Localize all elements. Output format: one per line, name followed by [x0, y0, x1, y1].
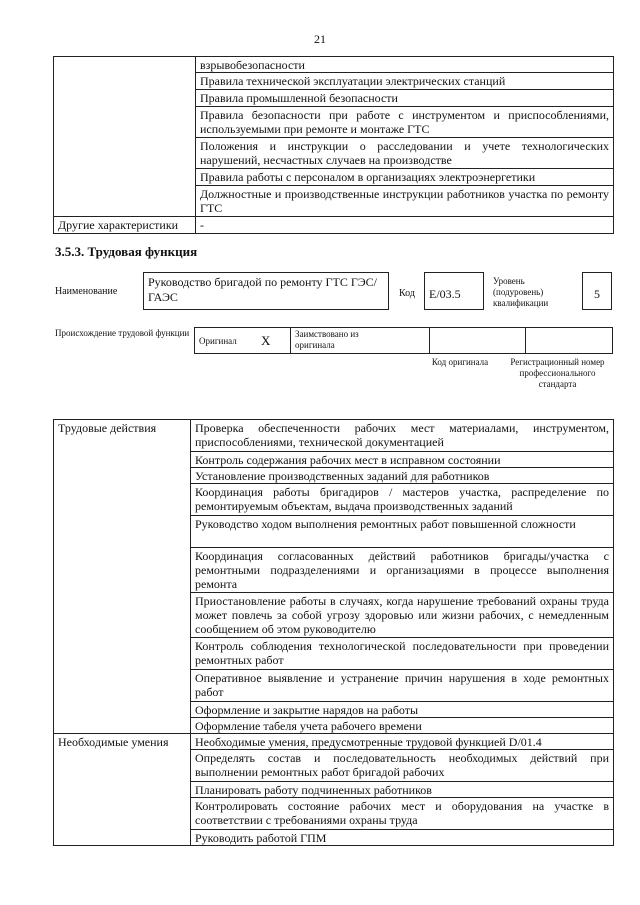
functions-table — [53, 419, 614, 846]
skill-item: Планировать работу подчиненных работников — [191, 782, 614, 798]
level-value: 5 — [582, 272, 612, 310]
level-label: Уровень (подуровень) квалификации — [493, 276, 549, 308]
continuation-row: Положения и инструкции о расследовании и учете технологических нарушений, несчастных случаев на производстве — [196, 138, 614, 169]
labor-actions-label: Трудовые действия — [54, 420, 191, 734]
labor-action-item: Установление производственных заданий для работников — [191, 468, 614, 484]
section-title: 3.5.3. Трудовая функция — [55, 244, 198, 259]
continuation-row: Правила промышленной безопасности — [196, 90, 614, 107]
code-original-caption: Код оригинала — [431, 357, 489, 367]
origin-divider — [525, 328, 526, 353]
page-number: 21 — [314, 32, 326, 46]
continuation-row: Правила безопасности при работе с инструментом и приспособлениями, используемыми при ремонте и монтаже ГТС — [196, 107, 614, 138]
continuation-table — [53, 56, 614, 234]
original-label: Оригинал — [199, 336, 237, 346]
origin-label: Происхождение трудовой функции — [55, 328, 190, 338]
skills-label: Необходимые умения — [54, 734, 191, 846]
labor-action-item: Оформление табеля учета рабочего времени — [191, 718, 614, 734]
labor-action-item: Проверка обеспеченности рабочих мест материалами, инструментом, приспособлениями, технической документацией — [191, 420, 614, 452]
labor-action-item: Руководство ходом выполнения ремонтных работ повышенной сложности — [191, 516, 614, 548]
skill-item: Необходимые умения, предусмотренные трудовой функцией D/01.4 — [191, 734, 614, 750]
continuation-row: Должностные и производственные инструкции работников участка по ремонту ГТС — [196, 186, 614, 217]
labor-action-item: Координация согласованных действий работников бригады/участка с ремонтными подразделениями и организациями в процессе выполнения ремонта — [191, 548, 614, 593]
function-code-value: E/03.5 — [424, 272, 484, 310]
registration-caption: Регистрационный номер профессионального стандарта — [510, 357, 605, 389]
continuation-row: Правила технической эксплуатации электрических станций — [196, 73, 614, 90]
origin-divider — [290, 328, 291, 353]
continuation-row: Правила работы с персоналом в организациях электроэнергетики — [196, 169, 614, 186]
origin-divider — [429, 328, 430, 353]
other-characteristics-label: Другие характеристики — [54, 217, 196, 234]
skill-item: Определять состав и последовательность необходимых действий при выполнении ремонтных работ бригадой рабочих — [191, 750, 614, 782]
labor-action-item: Оперативное выявление и устранение причин нарушения в ходе ремонтных работ — [191, 670, 614, 702]
other-characteristics-value: - — [196, 217, 614, 234]
function-name-value: Руководство бригадой по ремонту ГТС ГЭС/ГАЭС — [143, 272, 389, 310]
labor-action-item: Приостановление работы в случаях, когда нарушение требований охраны труда может повлечь за собой угрозу здоровью или жизни рабочих, с немедленным сообщением об этом руководителю — [191, 593, 614, 638]
labor-action-item: Контроль содержания рабочих мест в исправном состоянии — [191, 452, 614, 468]
labor-action-item: Контроль соблюдения технологической последовательности при проведении ремонтных работ — [191, 638, 614, 670]
origin-box — [194, 327, 613, 354]
continuation-row: взрывобезопасности — [196, 57, 614, 73]
skill-item: Руководить работой ГПМ — [191, 830, 614, 846]
code-label: Код — [399, 288, 415, 299]
skill-item: Контролировать состояние рабочих мест и оборудования на участке в соответствии с требованиями охраны труда — [191, 798, 614, 830]
continuation-left-cell — [54, 57, 196, 217]
original-mark: X — [261, 333, 271, 348]
labor-action-item: Координация работы бригадиров / мастеров участка, распределение по ремонтируемым объектам, выдача производственных заданий — [191, 484, 614, 516]
labor-action-item: Оформление и закрытие нарядов на работы — [191, 702, 614, 718]
borrowed-label: Заимствовано из оригинала — [295, 329, 359, 350]
name-label: Наименование — [55, 286, 118, 297]
